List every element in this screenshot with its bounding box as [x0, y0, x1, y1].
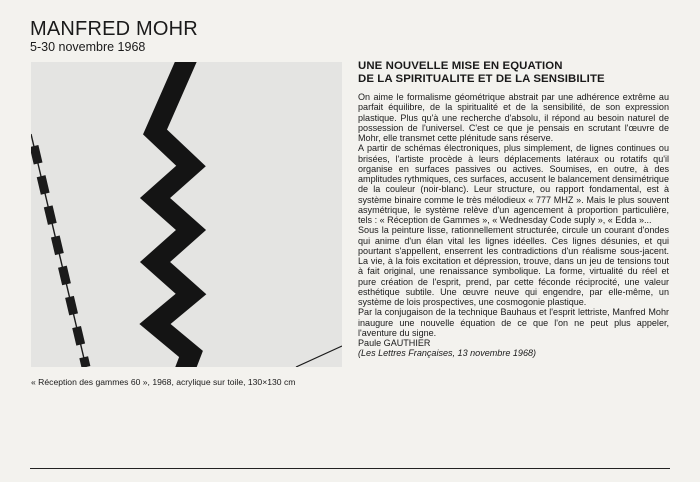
heading-line-1: UNE NOUVELLE MISE EN EQUATION — [358, 60, 563, 72]
paragraph: Par la conjugaison de la technique Bauhaus et l'esprit lettriste, Manfred Mohr inaugure une nouvelle équation de ce que l'on ne peut plus appeler, l'aventure du signe. — [358, 307, 669, 338]
article-author: Paule GAUTHIER — [358, 338, 431, 348]
article-body — [358, 92, 669, 359]
paragraph: On aime le formalisme géométrique abstrait par une adhérence extrême au parfait équilibre, de la spiritualité et de la sensibilité, de son expression plastique. Plus qu'à une recherche d'absolu, il répond au besoin naturel de possession de l'universel. C'est ce que je pensais en scrutant l'œuvre de Mohr, elle transmet cette plénitude sans réserve. — [358, 92, 669, 143]
paragraph: Sous la peinture lisse, rationnellement structurée, circule un courant d'ondes qui anime d'un élan vital les lignes idéelles. Ces lignes désunies, et qui pourtant s'appellent, enserrent les contradictions d'un réalisme sous-jacent. La vie, à la fois excitation et dépression, trouve, dans un jeu de tensions tout à fait original, une renaissance symbolique. La forme, virtualité du réel et pure création de l'esprit, prend, par cette féconde réciprocité, une valeur esthétique subtile. Une œuvre neuve qui engendre, par elle-même, un système de lois prospectives, une cosmogonie plastique. — [358, 225, 669, 307]
artist-name: MANFRED MOHR — [30, 18, 198, 40]
heading-line-2: DE LA SPIRITUALITE ET DE LA SENSIBILITE — [358, 73, 605, 85]
article-source: (Les Lettres Françaises, 13 novembre 1968) — [358, 348, 537, 359]
article-heading — [358, 60, 658, 86]
artwork-caption: « Réception des gammes 60 », 1968, acrylique sur toile, 130×130 cm — [31, 377, 296, 387]
artwork-image — [31, 62, 342, 367]
bottom-divider — [30, 468, 670, 469]
paragraph: A partir de schémas électroniques, plus simplement, de lignes continues ou brisées, l'artiste procède à leurs déplacements latéraux ou rotatifs qu'il organise en surfaces passives ou actives. Soumises, en outre, à des amplitudes rythmiques, ces surfaces, accusent le balancement densimétrique de la couleur (noir-blanc). Leur structure, ou rapport fondamental, est à système binaire comme le très mélodieux « 777 MHZ ». Mais le plus souvent asymétrique, le système relève d'un agencement à proportion particulière, tels : « Réception de Gammes », « Wednesday Code suply », « Edda »... — [358, 143, 669, 225]
exhibition-dates: 5-30 novembre 1968 — [30, 40, 146, 54]
artwork-painting — [31, 62, 342, 367]
